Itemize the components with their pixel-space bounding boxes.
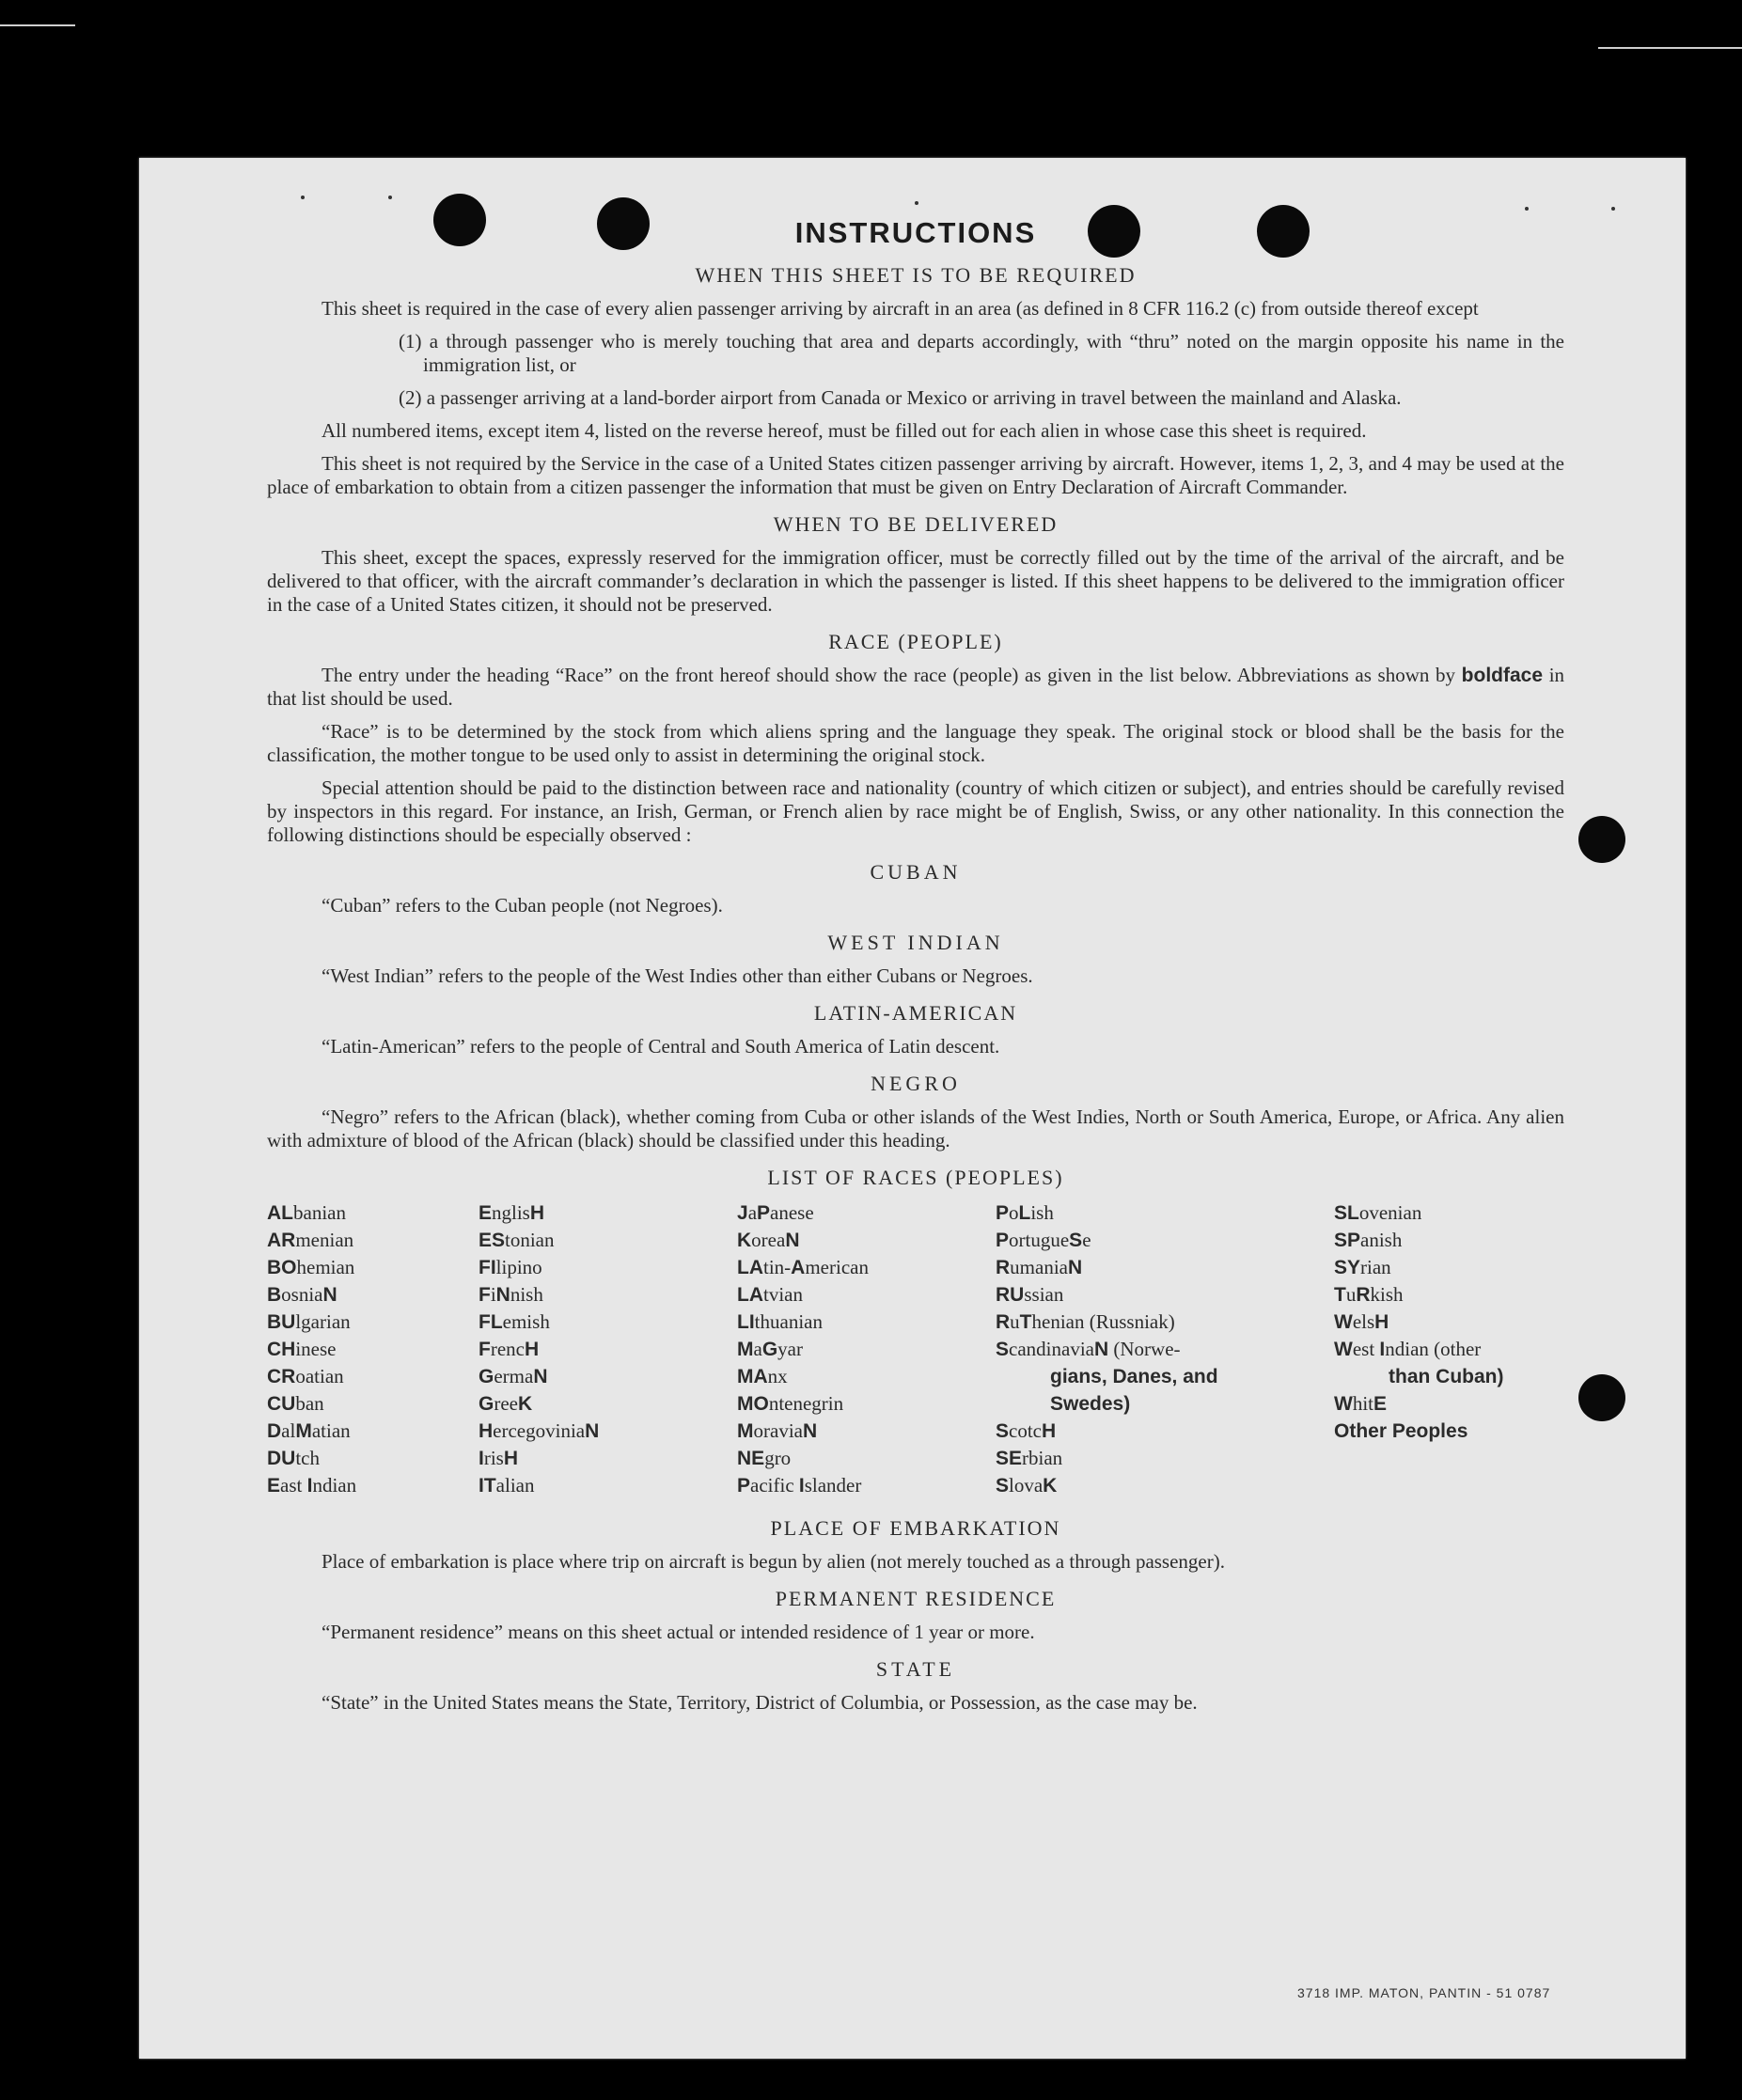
race-entry: DalMatian bbox=[267, 1419, 351, 1442]
page-title: INSTRUCTIONS bbox=[794, 216, 1037, 249]
paragraph: Special attention should be paid to the distinction between race and nationality (country of which citizen or subject), and entries should be carefully revised by inspectors in this regard. For instance, an Irish, German, or French alien by race might be of English, Swiss, or any other nationality. In this connection the following distinctions should be especially observed : bbox=[267, 776, 1564, 846]
section-heading: WHEN THIS SHEET IS TO BE REQUIRED bbox=[695, 263, 1137, 287]
race-entry: West Indian (other than Cuban) bbox=[1334, 1338, 1504, 1387]
race-entry: SlovaK bbox=[996, 1474, 1058, 1497]
race-entry: EnglisH bbox=[479, 1201, 545, 1224]
race-entry: Other Peoples bbox=[1334, 1420, 1468, 1442]
race-entry: ALbanian bbox=[267, 1201, 346, 1224]
race-column bbox=[737, 1199, 996, 1499]
scan-speck bbox=[388, 196, 392, 199]
race-entry: CUban bbox=[267, 1392, 324, 1415]
race-entry: RUssian bbox=[996, 1283, 1064, 1306]
race-entry: FIlipino bbox=[479, 1256, 542, 1278]
race-entry: JaPanese bbox=[737, 1201, 814, 1224]
race-entry: RuThenian (Russniak) bbox=[996, 1310, 1175, 1333]
punch-hole bbox=[1578, 1374, 1625, 1421]
section-heading: PERMANENT RESIDENCE bbox=[775, 1587, 1057, 1610]
paragraph: This sheet is not required by the Service in the case of a United States citizen passenger arriving by aircraft. However, items 1, 2, 3, and 4 may be used at the place of embarkation to obtain from a citizen passenger the information that must be given on Entry Declaration of Aircraft Commander. bbox=[267, 452, 1564, 498]
section-heading: LATIN-AMERICAN bbox=[813, 1001, 1018, 1025]
scan-speck bbox=[1525, 207, 1529, 211]
race-list bbox=[267, 1199, 1564, 1499]
race-entry: TuRkish bbox=[1334, 1283, 1404, 1306]
scan-speck bbox=[915, 201, 918, 205]
race-entry: WelsH bbox=[1334, 1310, 1389, 1333]
race-entry: EStonian bbox=[479, 1229, 555, 1251]
section-heading: CUBAN bbox=[870, 860, 962, 884]
race-entry: KoreaN bbox=[737, 1229, 800, 1251]
section-heading: STATE bbox=[875, 1657, 956, 1681]
paragraph: “Permanent residence” means on this sheet actual or intended residence of 1 year or more. bbox=[322, 1621, 1035, 1643]
section-heading: NEGRO bbox=[871, 1072, 961, 1095]
race-entry: WhitE bbox=[1334, 1392, 1388, 1415]
race-entry: MoraviaN bbox=[737, 1419, 818, 1442]
race-entry: LAtin-American bbox=[737, 1256, 869, 1278]
scan-speck bbox=[301, 196, 305, 199]
race-entry: Pacific Islander bbox=[737, 1474, 862, 1497]
race-entry: BOhemian bbox=[267, 1256, 355, 1278]
paragraph: “Race” is to be determined by the stock from which aliens spring and the language they speak. The original stock or blood shall be the basis for the classification, the mother tongue to be used only to assist in determining the original stock. bbox=[267, 720, 1564, 766]
race-entry: ScandinaviaN (Norwe- gians, Danes, and Swedes) bbox=[996, 1338, 1218, 1415]
race-entry: SYrian bbox=[1334, 1256, 1391, 1278]
punch-hole bbox=[1578, 816, 1625, 863]
race-entry: GreeK bbox=[479, 1392, 533, 1415]
race-entry: ITalian bbox=[479, 1474, 535, 1497]
scan-edge-mark bbox=[1598, 47, 1742, 49]
race-entry: IrisH bbox=[479, 1447, 519, 1469]
race-entry: ARmenian bbox=[267, 1229, 354, 1251]
race-column bbox=[479, 1199, 737, 1499]
race-entry: MAnx bbox=[737, 1365, 788, 1387]
race-entry: FiNnish bbox=[479, 1283, 543, 1306]
race-entry: GermaN bbox=[479, 1365, 548, 1387]
race-column bbox=[267, 1199, 479, 1499]
paragraph: “Latin-American” refers to the people of Central and South America of Latin descent. bbox=[322, 1035, 1000, 1058]
race-entry: HercegoviniaN bbox=[479, 1419, 600, 1442]
paragraph: “State” in the United States means the State, Territory, District of Columbia, or Possession, as the case may be. bbox=[322, 1691, 1198, 1714]
race-entry: CRoatian bbox=[267, 1365, 344, 1387]
race-entry: ScotcH bbox=[996, 1419, 1057, 1442]
printer-imprint: 3718 IMP. MATON, PANTIN - 51 0787 bbox=[1297, 1985, 1551, 2000]
race-entry: BosniaN bbox=[267, 1283, 337, 1306]
section-heading: RACE (PEOPLE) bbox=[828, 630, 1003, 653]
race-entry: LIthuanian bbox=[737, 1310, 823, 1333]
paragraph: This sheet, except the spaces, expressly reserved for the immigration officer, must be correctly filled out by the time of the arrival of the aircraft, and be delivered to that officer, with the aircraft commander’s declaration in which the passenger is listed. If this sheet happens to be delivered to the immigration officer in the case of a United States citizen, it should not be preserved. bbox=[267, 546, 1564, 616]
race-entry: SPanish bbox=[1334, 1229, 1403, 1251]
section-heading: WEST INDIAN bbox=[827, 931, 1004, 954]
exception-item: (2) a passenger arriving at a land-border airport from Canada or Mexico or arriving in travel between the mainland and Alaska. bbox=[399, 386, 1402, 409]
section-heading: LIST OF RACES (PEOPLES) bbox=[767, 1166, 1064, 1189]
paragraph: “Cuban” refers to the Cuban people (not Negroes). bbox=[322, 894, 723, 917]
boldface-sample: boldface bbox=[1461, 665, 1544, 686]
section-heading: WHEN TO BE DELIVERED bbox=[773, 512, 1059, 536]
race-entry: LAtvian bbox=[737, 1283, 803, 1306]
race-entry: MaGyar bbox=[737, 1338, 803, 1360]
paragraph: This sheet is required in the case of every alien passenger arriving by aircraft in an area (as defined in 8 CFR 116.2 (c) from outside thereof except bbox=[322, 297, 1479, 320]
race-entry: FLemish bbox=[479, 1310, 550, 1333]
race-entry: PortugueSe bbox=[996, 1229, 1091, 1251]
paragraph: “West Indian” refers to the people of the West Indies other than either Cubans or Negroes. bbox=[322, 964, 1033, 987]
paragraph: Place of embarkation is place where trip on aircraft is begun by alien (not merely touched as a through passenger). bbox=[322, 1550, 1225, 1573]
race-entry: East Indian bbox=[267, 1474, 357, 1497]
race-entry: CHinese bbox=[267, 1338, 337, 1360]
race-entry: SErbian bbox=[996, 1447, 1063, 1469]
race-entry: NEgro bbox=[737, 1447, 792, 1469]
race-entry: RumaniaN bbox=[996, 1256, 1083, 1278]
race-entry: DUtch bbox=[267, 1447, 320, 1469]
exception-item: (1) a through passenger who is merely touching that area and departs accordingly, with “thru” noted on the margin opposite his name in the immigration list, or bbox=[399, 330, 1564, 376]
race-column bbox=[996, 1199, 1334, 1499]
scan-speck bbox=[1611, 207, 1615, 211]
section-heading: PLACE OF EMBARKATION bbox=[770, 1516, 1061, 1540]
paragraph: “Negro” refers to the African (black), whether coming from Cuba or other islands of the West Indies, North or South America, Europe, or Africa. Any alien with admixture of blood of the African (black) should be classified under this heading. bbox=[267, 1105, 1564, 1152]
race-entry: MOntenegrin bbox=[737, 1392, 844, 1415]
scan-edge-mark bbox=[0, 24, 75, 26]
race-entry: BUlgarian bbox=[267, 1310, 351, 1333]
race-column bbox=[1334, 1199, 1564, 1499]
race-entry: PoLish bbox=[996, 1201, 1054, 1224]
race-entry: FrencH bbox=[479, 1338, 540, 1360]
race-entry: SLovenian bbox=[1334, 1201, 1422, 1224]
paragraph: The entry under the heading “Race” on the front hereof should show the race (people) as given in the list below. Abbreviations as shown by boldface in that list should be used. bbox=[267, 664, 1565, 710]
instructions-body bbox=[267, 216, 1564, 1724]
paragraph: All numbered items, except item 4, listed on the reverse hereof, must be filled out for each alien in whose case this sheet is required. bbox=[322, 419, 1367, 442]
